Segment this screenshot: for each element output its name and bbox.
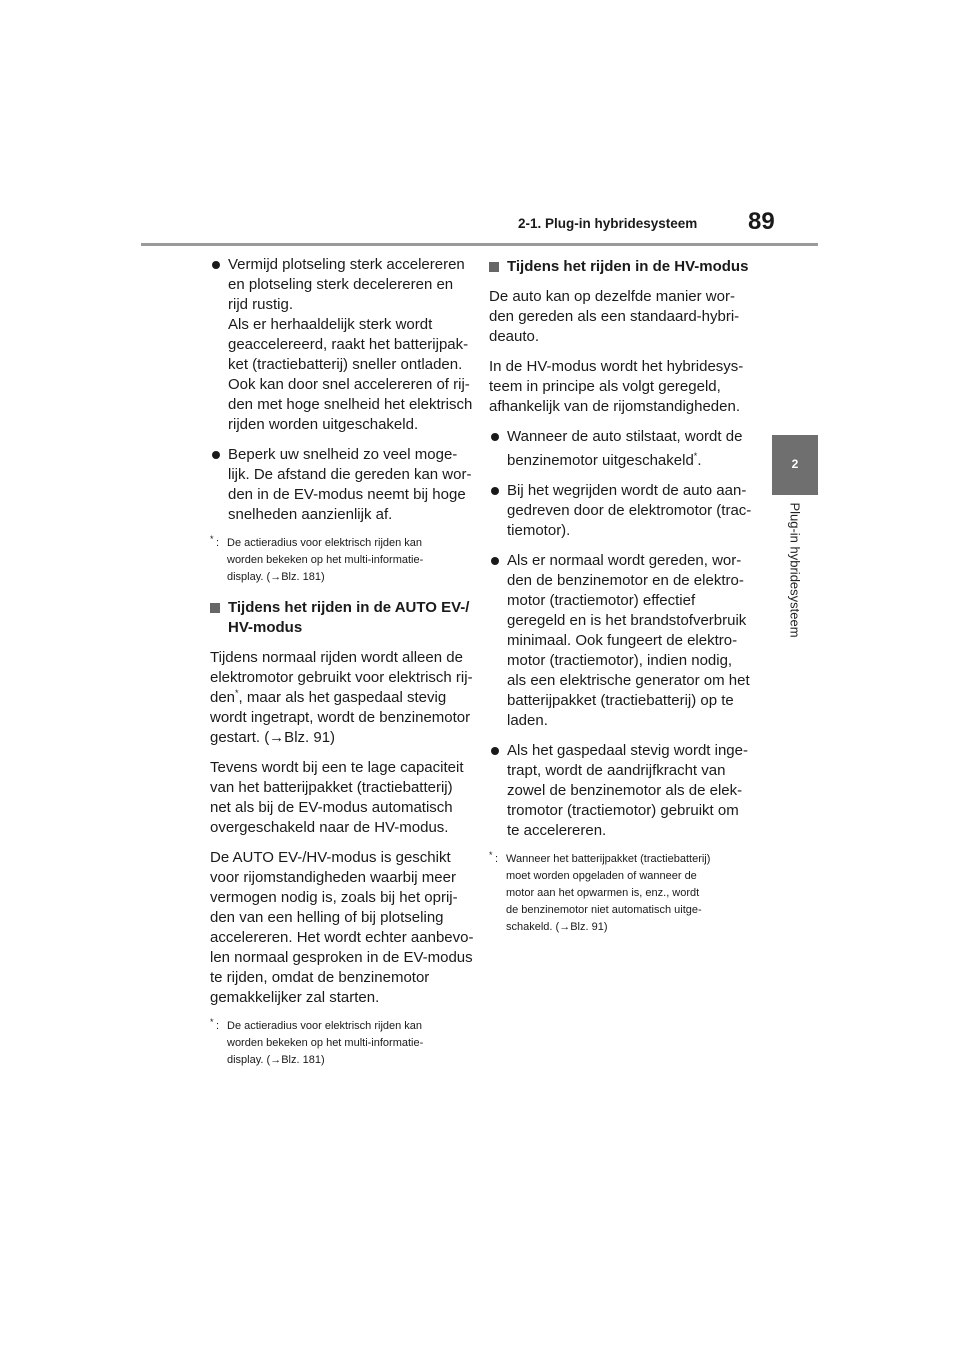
page-number: 89 — [748, 208, 775, 235]
bullet-item: Vermijd plotseling sterk accelereren en plotseling sterk decelereren en rijd rustig. Als er herhaaldelijk sterk wordt geaccelereerd, raakt het batterijpak- ket (tractiebatterij) sneller ontladen. Ook kan door snel accelereren of rij- den met hoge snelheid het elektrisch rijden worden uitgeschakeld. — [210, 255, 472, 435]
footnote: * : De actieradius voor elektrisch rijden kan worden bekeken op het multi-informatie- display. (→Blz. 181) — [210, 1018, 472, 1069]
footnote: * : Wanneer het batterijpakket (tractiebatterij) moet worden opgeladen of wanneer de motor aan het opwarmen is, enz., wordt de benzinemotor niet automatisch uitge- schakeld. (→Blz. 91) — [489, 851, 751, 936]
footnote: * : De actieradius voor elektrisch rijden kan worden bekeken op het multi-informatie- display. (→Blz. 181) — [210, 535, 472, 586]
paragraph: In de HV-modus wordt het hybridesys- teem in principe als volgt geregeld, afhankelijk van de rijomstandigheden. — [489, 358, 744, 415]
bullet-dot-icon — [491, 557, 499, 565]
bullet-dot-icon — [212, 451, 220, 459]
paragraph: De auto kan op dezelfde manier wor- den gereden als een standaard-hybri- deauto. — [489, 288, 740, 345]
footnote-marker: * — [693, 451, 698, 461]
paragraph: Tevens wordt bij een te lage capaciteit van het batterijpakket (tractiebatterij) net als bij de EV-modus automatisch overgeschakeld naar de HV-modus. — [210, 759, 464, 836]
chapter-label: Plug-in hybridesysteem — [787, 502, 803, 638]
footnote-star: * — [210, 534, 214, 544]
bullet-item: Beperk uw snelheid zo veel moge- lijk. De afstand die gereden kan wor- den in de EV-modus neemt bij hoge snelheden aanzienlijk af. — [210, 445, 472, 525]
right-column — [489, 255, 751, 948]
section-heading: Tijdens het rijden in de AUTO EV-/ HV-modus — [210, 598, 472, 638]
paragraph: Tijdens normaal rijden wordt alleen de elektromotor gebruikt voor elektrisch rij- den*, maar als het gaspedaal stevig wordt ingetrapt, wordt de benzinemotor gestart. (→Blz. 91) — [210, 649, 473, 746]
chapter-tab — [772, 435, 818, 495]
square-bullet-icon — [210, 603, 220, 613]
bullet-item: Als er normaal wordt gereden, wor- den de benzinemotor en de elektro- motor (tractiemotor) effectief geregeld en is het brandstofverbruik minimaal. Ook fungeert de elektro- motor (tractiemotor), indien nodig, als een elektrische generator om het batterijpakket (tractiebatterij) op te laden. — [489, 551, 751, 731]
bullet-dot-icon — [491, 487, 499, 495]
chapter-number: 2 — [791, 457, 799, 471]
footnote-star: * — [489, 850, 493, 860]
section-heading: Tijdens het rijden in de HV-modus — [489, 257, 751, 277]
footnote-marker: * — [235, 688, 239, 698]
bullet-item: Bij het wegrijden wordt de auto aan- gedreven door de elektromotor (trac- tiemotor). — [489, 481, 751, 541]
bullet-item: Wanneer de auto stilstaat, wordt de benzinemotor uitgeschakeld*. — [489, 427, 751, 471]
header-divider — [141, 243, 818, 246]
square-bullet-icon — [489, 262, 499, 272]
left-column — [210, 255, 472, 1081]
section-title: 2-1. Plug-in hybridesysteem — [518, 216, 698, 231]
paragraph: De AUTO EV-/HV-modus is geschikt voor rijomstandigheden waarbij meer vermogen nodig is, zoals bij het oprij- den van een helling of bij plotseling accelereren. Het wordt echter aanbevo- len normaal gesproken in de EV-modus te rijden, omdat de benzinemotor gemakkelijker zal starten. — [210, 849, 474, 1006]
footnote-star: * — [210, 1017, 214, 1027]
bullet-dot-icon — [212, 261, 220, 269]
bullet-item: Als het gaspedaal stevig wordt inge- trapt, wordt de aandrijfkracht van zowel de benzinemotor als de elek- tromotor (tractiemotor) gebruikt om te accelereren. — [489, 741, 751, 841]
bullet-dot-icon — [491, 747, 499, 755]
bullet-dot-icon — [491, 433, 499, 441]
